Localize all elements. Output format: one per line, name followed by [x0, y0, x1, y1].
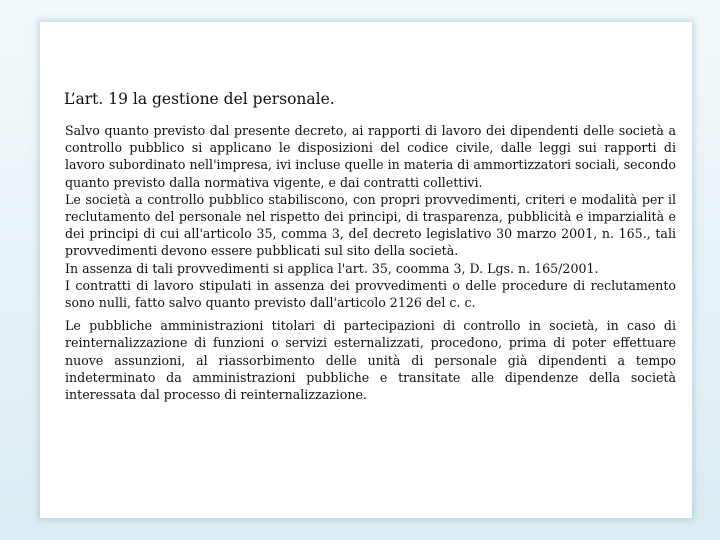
paragraph-4: I contratti di lavoro stipulati in assenza dei provvedimenti o delle procedure di reclutamento sono nulli, fatto salvo quanto previsto dall'articolo 2126 del c. c. [65, 277, 676, 311]
paragraph-3: In assenza di tali provvedimenti si applica l'art. 35, coomma 3, D. Lgs. n. 165/2001. [65, 260, 599, 276]
slide-title: L’art. 19 la gestione del personale. [64, 90, 335, 108]
paragraph-5: Le pubbliche amministrazioni titolari di partecipazioni di controllo in società, in caso di reinternalizzazione di funzioni o servizi esternalizzati, procedono, prima di poter effettuare nuove assunzioni, al riassorbimento delle unità di personale già dipendenti a tempo indeterminato da amministrazioni pubbliche e transitate alle dipendenze della società interessata dal processo di reinternalizzazione. [65, 318, 676, 403]
paragraph-2: Le società a controllo pubblico stabiliscono, con propri provvedimenti, criteri e modalità per il reclutamento del personale nel rispetto dei principi, di trasparenza, pubblicità e imparzialità e dei principi di cui all'articolo 35, comma 3, del decreto legislativo 30 marzo 2001, n. 165., tali provvedimenti devono essere pubblicati sul sito della società. [65, 191, 676, 259]
paragraph-1: Salvo quanto previsto dal presente decreto, ai rapporti di lavoro dei dipendenti delle società a controllo pubblico si applicano le disposizioni del codice civile, dalle leggi sui rapporti di lavoro subordinato nell'impresa, ivi incluse quelle in materia di ammortizzatori sociali, secondo quanto previsto dalla normativa vigente, e dai contratti collettivi. [65, 123, 676, 190]
slide-body [65, 122, 676, 403]
